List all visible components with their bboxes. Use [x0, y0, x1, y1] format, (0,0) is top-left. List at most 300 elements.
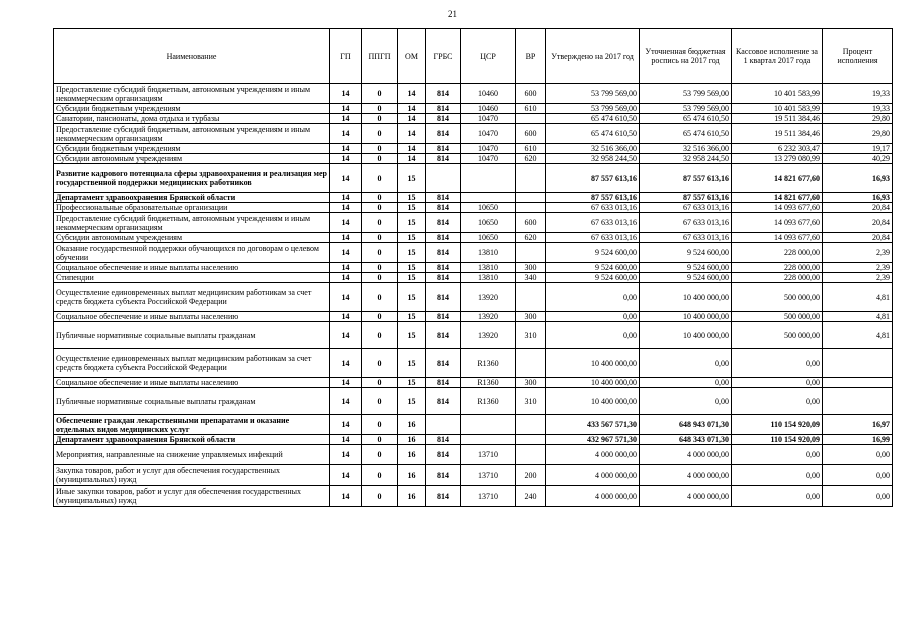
row-percent-cell: 16,99: [823, 435, 893, 445]
header-grbs: ГРБС: [426, 29, 461, 84]
row-gp-cell: 14: [330, 124, 362, 144]
row-percent-cell: 0,00: [823, 486, 893, 507]
row-approved-cell: 4 000 000,00: [546, 486, 640, 507]
row-csr-cell: [461, 193, 516, 203]
row-grbs-cell: 814: [426, 322, 461, 349]
row-name-cell: Публичные нормативные социальные выплаты гражданам: [54, 322, 330, 349]
row-cash-cell: 110 154 920,09: [732, 435, 823, 445]
row-gp-cell: 14: [330, 233, 362, 243]
table-row: [54, 154, 893, 164]
row-refined-cell: 87 557 613,16: [640, 193, 732, 203]
row-cash-cell: 10 401 583,99: [732, 104, 823, 114]
row-om-cell: 15: [398, 263, 426, 273]
table-row: [54, 415, 893, 435]
row-name-cell: Социальное обеспечение и иные выплаты населению: [54, 378, 330, 388]
table-row: [54, 283, 893, 312]
row-percent-cell: 16,93: [823, 164, 893, 193]
row-om-cell: 14: [398, 144, 426, 154]
row-name-cell: Иные закупки товаров, работ и услуг для обеспечения государственных (муниципальных) нужд: [54, 486, 330, 507]
row-percent-cell: 0,00: [823, 465, 893, 486]
row-csr-cell: 13710: [461, 465, 516, 486]
header-approved: Утверждено на 2017 год: [546, 29, 640, 84]
row-cash-cell: 500 000,00: [732, 283, 823, 312]
row-grbs-cell: 814: [426, 263, 461, 273]
row-om-cell: 15: [398, 322, 426, 349]
row-grbs-cell: 814: [426, 193, 461, 203]
row-vr-cell: 310: [516, 322, 546, 349]
row-om-cell: 15: [398, 213, 426, 233]
row-name-cell: Развитие кадрового потенциала сферы здравоохранения и реализация мер государственной поддержки медицинских работников: [54, 164, 330, 193]
row-name-cell: Предоставление субсидий бюджетным, автономным учреждениям и иным некоммерческим организациям: [54, 213, 330, 233]
row-ppgp-cell: 0: [362, 378, 398, 388]
row-cash-cell: 19 511 384,46: [732, 124, 823, 144]
row-percent-cell: 19,33: [823, 84, 893, 104]
row-refined-cell: 9 524 600,00: [640, 273, 732, 283]
row-cash-cell: 0,00: [732, 378, 823, 388]
row-grbs-cell: 814: [426, 388, 461, 415]
row-cash-cell: 500 000,00: [732, 312, 823, 322]
row-name-cell: Субсидии автономным учреждениям: [54, 233, 330, 243]
row-csr-cell: 13920: [461, 312, 516, 322]
row-percent-cell: 16,97: [823, 415, 893, 435]
row-ppgp-cell: 0: [362, 273, 398, 283]
row-percent-cell: [823, 388, 893, 415]
row-name-cell: Публичные нормативные социальные выплаты гражданам: [54, 388, 330, 415]
row-approved-cell: 65 474 610,50: [546, 124, 640, 144]
row-approved-cell: 67 633 013,16: [546, 233, 640, 243]
row-grbs-cell: 814: [426, 84, 461, 104]
row-csr-cell: 13710: [461, 445, 516, 465]
row-cash-cell: 14 821 677,60: [732, 193, 823, 203]
row-refined-cell: 53 799 569,00: [640, 84, 732, 104]
table-body: [54, 84, 893, 507]
row-gp-cell: 14: [330, 243, 362, 263]
row-om-cell: 15: [398, 193, 426, 203]
row-name-cell: Департамент здравоохранения Брянской области: [54, 193, 330, 203]
row-grbs-cell: 814: [426, 312, 461, 322]
row-gp-cell: 14: [330, 84, 362, 104]
table-row: [54, 243, 893, 263]
table-row: [54, 213, 893, 233]
row-csr-cell: 13710: [461, 486, 516, 507]
row-gp-cell: 14: [330, 154, 362, 164]
row-gp-cell: 14: [330, 349, 362, 378]
row-approved-cell: 87 557 613,16: [546, 193, 640, 203]
row-grbs-cell: 814: [426, 144, 461, 154]
header-name: Наименование: [54, 29, 330, 84]
row-cash-cell: 0,00: [732, 445, 823, 465]
row-om-cell: 15: [398, 349, 426, 378]
row-csr-cell: [461, 415, 516, 435]
row-grbs-cell: [426, 415, 461, 435]
row-cash-cell: 0,00: [732, 486, 823, 507]
header-vr: ВР: [516, 29, 546, 84]
row-grbs-cell: 814: [426, 273, 461, 283]
row-percent-cell: 19,33: [823, 104, 893, 114]
header-cash: Кассовое исполнение за 1 квартал 2017 года: [732, 29, 823, 84]
row-gp-cell: 14: [330, 104, 362, 114]
row-vr-cell: 300: [516, 312, 546, 322]
row-grbs-cell: 814: [426, 349, 461, 378]
budget-table: [53, 28, 893, 507]
row-refined-cell: 0,00: [640, 349, 732, 378]
row-refined-cell: 648 943 071,30: [640, 415, 732, 435]
row-ppgp-cell: 0: [362, 124, 398, 144]
table-row: [54, 203, 893, 213]
row-om-cell: 16: [398, 486, 426, 507]
row-refined-cell: 32 516 366,00: [640, 144, 732, 154]
row-om-cell: 14: [398, 104, 426, 114]
row-csr-cell: 10460: [461, 84, 516, 104]
row-csr-cell: 10470: [461, 124, 516, 144]
table-row: [54, 273, 893, 283]
row-om-cell: 16: [398, 445, 426, 465]
row-om-cell: 15: [398, 273, 426, 283]
row-ppgp-cell: 0: [362, 243, 398, 263]
row-gp-cell: 14: [330, 283, 362, 312]
row-gp-cell: 14: [330, 213, 362, 233]
row-gp-cell: 14: [330, 465, 362, 486]
row-vr-cell: [516, 203, 546, 213]
header-percent: Процент исполнения: [823, 29, 893, 84]
row-csr-cell: [461, 164, 516, 193]
row-percent-cell: 0,00: [823, 445, 893, 465]
row-name-cell: Оказание государственной поддержки обучающихся по договорам о целевом обучении: [54, 243, 330, 263]
table-row: [54, 465, 893, 486]
row-csr-cell: 10460: [461, 104, 516, 114]
row-om-cell: 15: [398, 312, 426, 322]
row-gp-cell: 14: [330, 203, 362, 213]
row-csr-cell: R1360: [461, 378, 516, 388]
row-csr-cell: 10650: [461, 233, 516, 243]
row-cash-cell: 10 401 583,99: [732, 84, 823, 104]
row-csr-cell: 13810: [461, 243, 516, 263]
row-approved-cell: 9 524 600,00: [546, 273, 640, 283]
row-gp-cell: 14: [330, 388, 362, 415]
row-refined-cell: 65 474 610,50: [640, 114, 732, 124]
row-vr-cell: 300: [516, 263, 546, 273]
row-ppgp-cell: 0: [362, 154, 398, 164]
row-cash-cell: 228 000,00: [732, 263, 823, 273]
table-row: [54, 445, 893, 465]
row-ppgp-cell: 0: [362, 415, 398, 435]
row-vr-cell: 600: [516, 213, 546, 233]
row-grbs-cell: 814: [426, 114, 461, 124]
page-number: 21: [448, 9, 457, 19]
row-refined-cell: 4 000 000,00: [640, 465, 732, 486]
row-grbs-cell: 814: [426, 104, 461, 114]
header-refined: Уточненная бюджетная роспись на 2017 год: [640, 29, 732, 84]
row-approved-cell: 4 000 000,00: [546, 465, 640, 486]
row-ppgp-cell: 0: [362, 312, 398, 322]
row-percent-cell: 4,81: [823, 322, 893, 349]
row-ppgp-cell: 0: [362, 213, 398, 233]
table-header-row: [54, 29, 893, 84]
row-om-cell: 14: [398, 154, 426, 164]
row-om-cell: 15: [398, 203, 426, 213]
header-gp: ГП: [330, 29, 362, 84]
row-name-cell: Закупка товаров, работ и услуг для обеспечения государственных (муниципальных) нужд: [54, 465, 330, 486]
row-approved-cell: 67 633 013,16: [546, 203, 640, 213]
row-ppgp-cell: 0: [362, 445, 398, 465]
row-gp-cell: 14: [330, 486, 362, 507]
row-name-cell: Субсидии автономным учреждениям: [54, 154, 330, 164]
row-percent-cell: 16,93: [823, 193, 893, 203]
row-grbs-cell: 814: [426, 154, 461, 164]
row-percent-cell: 20,84: [823, 203, 893, 213]
row-cash-cell: 14 821 677,60: [732, 164, 823, 193]
row-vr-cell: 600: [516, 124, 546, 144]
row-vr-cell: 610: [516, 104, 546, 114]
row-vr-cell: [516, 193, 546, 203]
row-gp-cell: 14: [330, 445, 362, 465]
row-om-cell: 15: [398, 164, 426, 193]
row-percent-cell: [823, 378, 893, 388]
row-percent-cell: 4,81: [823, 312, 893, 322]
row-refined-cell: 9 524 600,00: [640, 263, 732, 273]
row-ppgp-cell: 0: [362, 465, 398, 486]
row-name-cell: Профессиональные образовательные организации: [54, 203, 330, 213]
row-name-cell: Социальное обеспечение и иные выплаты населению: [54, 312, 330, 322]
row-refined-cell: 648 343 071,30: [640, 435, 732, 445]
row-cash-cell: 0,00: [732, 465, 823, 486]
row-ppgp-cell: 0: [362, 193, 398, 203]
row-cash-cell: 228 000,00: [732, 243, 823, 263]
row-approved-cell: 9 524 600,00: [546, 243, 640, 263]
row-om-cell: 14: [398, 124, 426, 144]
row-approved-cell: 53 799 569,00: [546, 84, 640, 104]
row-refined-cell: 87 557 613,16: [640, 164, 732, 193]
row-gp-cell: 14: [330, 312, 362, 322]
row-approved-cell: 65 474 610,50: [546, 114, 640, 124]
table-row: [54, 104, 893, 114]
row-vr-cell: [516, 415, 546, 435]
row-percent-cell: 4,81: [823, 283, 893, 312]
row-cash-cell: 13 279 080,99: [732, 154, 823, 164]
row-om-cell: 15: [398, 283, 426, 312]
row-approved-cell: 0,00: [546, 312, 640, 322]
row-ppgp-cell: 0: [362, 164, 398, 193]
header-om: ОМ: [398, 29, 426, 84]
row-percent-cell: 19,17: [823, 144, 893, 154]
row-cash-cell: 228 000,00: [732, 273, 823, 283]
row-csr-cell: 13810: [461, 263, 516, 273]
row-percent-cell: 29,80: [823, 124, 893, 144]
row-csr-cell: 13920: [461, 322, 516, 349]
row-gp-cell: 14: [330, 415, 362, 435]
row-refined-cell: 0,00: [640, 388, 732, 415]
row-cash-cell: 14 093 677,60: [732, 233, 823, 243]
row-name-cell: Субсидии бюджетным учреждениям: [54, 104, 330, 114]
row-csr-cell: 10470: [461, 144, 516, 154]
row-cash-cell: 14 093 677,60: [732, 203, 823, 213]
row-gp-cell: 14: [330, 114, 362, 124]
row-approved-cell: 87 557 613,16: [546, 164, 640, 193]
row-refined-cell: 67 633 013,16: [640, 213, 732, 233]
row-grbs-cell: 814: [426, 435, 461, 445]
row-vr-cell: 300: [516, 378, 546, 388]
row-gp-cell: 14: [330, 378, 362, 388]
row-vr-cell: 340: [516, 273, 546, 283]
row-ppgp-cell: 0: [362, 233, 398, 243]
row-refined-cell: 67 633 013,16: [640, 233, 732, 243]
row-approved-cell: 10 400 000,00: [546, 349, 640, 378]
row-refined-cell: 10 400 000,00: [640, 322, 732, 349]
row-percent-cell: [823, 349, 893, 378]
row-approved-cell: 32 958 244,50: [546, 154, 640, 164]
row-name-cell: Социальное обеспечение и иные выплаты населению: [54, 263, 330, 273]
row-ppgp-cell: 0: [362, 435, 398, 445]
row-percent-cell: 29,80: [823, 114, 893, 124]
row-name-cell: Мероприятия, направленные на снижение управляемых инфекций: [54, 445, 330, 465]
row-percent-cell: 2,39: [823, 243, 893, 263]
row-cash-cell: 6 232 303,47: [732, 144, 823, 154]
row-grbs-cell: 814: [426, 233, 461, 243]
row-approved-cell: 10 400 000,00: [546, 378, 640, 388]
header-csr: ЦСР: [461, 29, 516, 84]
row-grbs-cell: 814: [426, 445, 461, 465]
row-vr-cell: 310: [516, 388, 546, 415]
row-grbs-cell: 814: [426, 283, 461, 312]
row-percent-cell: 20,84: [823, 213, 893, 233]
row-om-cell: 16: [398, 415, 426, 435]
row-refined-cell: 32 958 244,50: [640, 154, 732, 164]
row-om-cell: 14: [398, 114, 426, 124]
row-vr-cell: [516, 243, 546, 263]
row-csr-cell: 10650: [461, 213, 516, 233]
row-csr-cell: 13920: [461, 283, 516, 312]
row-om-cell: 15: [398, 378, 426, 388]
row-ppgp-cell: 0: [362, 263, 398, 273]
row-name-cell: Предоставление субсидий бюджетным, автономным учреждениям и иным некоммерческим организациям: [54, 84, 330, 104]
row-om-cell: 15: [398, 388, 426, 415]
row-csr-cell: 13810: [461, 273, 516, 283]
row-approved-cell: 32 516 366,00: [546, 144, 640, 154]
table-row: [54, 322, 893, 349]
row-vr-cell: 610: [516, 144, 546, 154]
row-vr-cell: [516, 445, 546, 465]
row-om-cell: 16: [398, 465, 426, 486]
table-row: [54, 378, 893, 388]
row-grbs-cell: 814: [426, 213, 461, 233]
table-row: [54, 349, 893, 378]
row-om-cell: 15: [398, 243, 426, 263]
table-row: [54, 193, 893, 203]
row-grbs-cell: 814: [426, 124, 461, 144]
row-grbs-cell: 814: [426, 378, 461, 388]
row-vr-cell: 620: [516, 154, 546, 164]
row-gp-cell: 14: [330, 164, 362, 193]
row-name-cell: Субсидии бюджетным учреждениям: [54, 144, 330, 154]
row-name-cell: Предоставление субсидий бюджетным, автономным учреждениям и иным некоммерческим организациям: [54, 124, 330, 144]
row-csr-cell: 10650: [461, 203, 516, 213]
row-gp-cell: 14: [330, 193, 362, 203]
row-approved-cell: 67 633 013,16: [546, 213, 640, 233]
row-vr-cell: 200: [516, 465, 546, 486]
row-refined-cell: 9 524 600,00: [640, 243, 732, 263]
row-refined-cell: 4 000 000,00: [640, 445, 732, 465]
row-vr-cell: [516, 283, 546, 312]
row-percent-cell: 20,84: [823, 233, 893, 243]
row-ppgp-cell: 0: [362, 322, 398, 349]
table-row: [54, 486, 893, 507]
row-percent-cell: 2,39: [823, 263, 893, 273]
row-approved-cell: 53 799 569,00: [546, 104, 640, 114]
row-refined-cell: 10 400 000,00: [640, 312, 732, 322]
table-row: [54, 388, 893, 415]
row-refined-cell: 0,00: [640, 378, 732, 388]
row-grbs-cell: 814: [426, 486, 461, 507]
row-approved-cell: 0,00: [546, 283, 640, 312]
table-row: [54, 435, 893, 445]
table-row: [54, 144, 893, 154]
row-ppgp-cell: 0: [362, 114, 398, 124]
row-ppgp-cell: 0: [362, 203, 398, 213]
row-cash-cell: 0,00: [732, 349, 823, 378]
row-om-cell: 16: [398, 435, 426, 445]
row-gp-cell: 14: [330, 322, 362, 349]
row-approved-cell: 4 000 000,00: [546, 445, 640, 465]
table-row: [54, 312, 893, 322]
row-name-cell: Санатории, пансионаты, дома отдыха и турбазы: [54, 114, 330, 124]
row-percent-cell: 2,39: [823, 273, 893, 283]
row-refined-cell: 53 799 569,00: [640, 104, 732, 114]
row-ppgp-cell: 0: [362, 84, 398, 104]
row-approved-cell: 10 400 000,00: [546, 388, 640, 415]
row-csr-cell: [461, 435, 516, 445]
row-approved-cell: 432 967 571,30: [546, 435, 640, 445]
row-ppgp-cell: 0: [362, 388, 398, 415]
row-gp-cell: 14: [330, 144, 362, 154]
row-om-cell: 15: [398, 233, 426, 243]
row-cash-cell: 19 511 384,46: [732, 114, 823, 124]
row-vr-cell: [516, 164, 546, 193]
header-ppgp: ППГП: [362, 29, 398, 84]
row-name-cell: Осуществление единовременных выплат медицинским работникам за счет средств бюджета субъекта Российской Федерации: [54, 349, 330, 378]
row-ppgp-cell: 0: [362, 144, 398, 154]
row-vr-cell: 600: [516, 84, 546, 104]
row-csr-cell: R1360: [461, 349, 516, 378]
row-gp-cell: 14: [330, 435, 362, 445]
row-vr-cell: 240: [516, 486, 546, 507]
row-vr-cell: [516, 435, 546, 445]
row-gp-cell: 14: [330, 263, 362, 273]
row-csr-cell: 10470: [461, 114, 516, 124]
row-ppgp-cell: 0: [362, 283, 398, 312]
row-ppgp-cell: 0: [362, 486, 398, 507]
row-cash-cell: 0,00: [732, 388, 823, 415]
row-name-cell: Стипендии: [54, 273, 330, 283]
row-csr-cell: R1360: [461, 388, 516, 415]
row-vr-cell: 620: [516, 233, 546, 243]
row-vr-cell: [516, 349, 546, 378]
row-percent-cell: 40,29: [823, 154, 893, 164]
row-approved-cell: 0,00: [546, 322, 640, 349]
table-row: [54, 233, 893, 243]
row-cash-cell: 14 093 677,60: [732, 213, 823, 233]
row-approved-cell: 9 524 600,00: [546, 263, 640, 273]
row-gp-cell: 14: [330, 273, 362, 283]
row-om-cell: 14: [398, 84, 426, 104]
row-refined-cell: 67 633 013,16: [640, 203, 732, 213]
row-ppgp-cell: 0: [362, 104, 398, 114]
row-refined-cell: 4 000 000,00: [640, 486, 732, 507]
row-grbs-cell: 814: [426, 243, 461, 263]
table-row: [54, 263, 893, 273]
row-ppgp-cell: 0: [362, 349, 398, 378]
row-grbs-cell: 814: [426, 203, 461, 213]
row-name-cell: Обеспечение граждан лекарственными препаратами и оказание отдельных видов медицинских услуг: [54, 415, 330, 435]
